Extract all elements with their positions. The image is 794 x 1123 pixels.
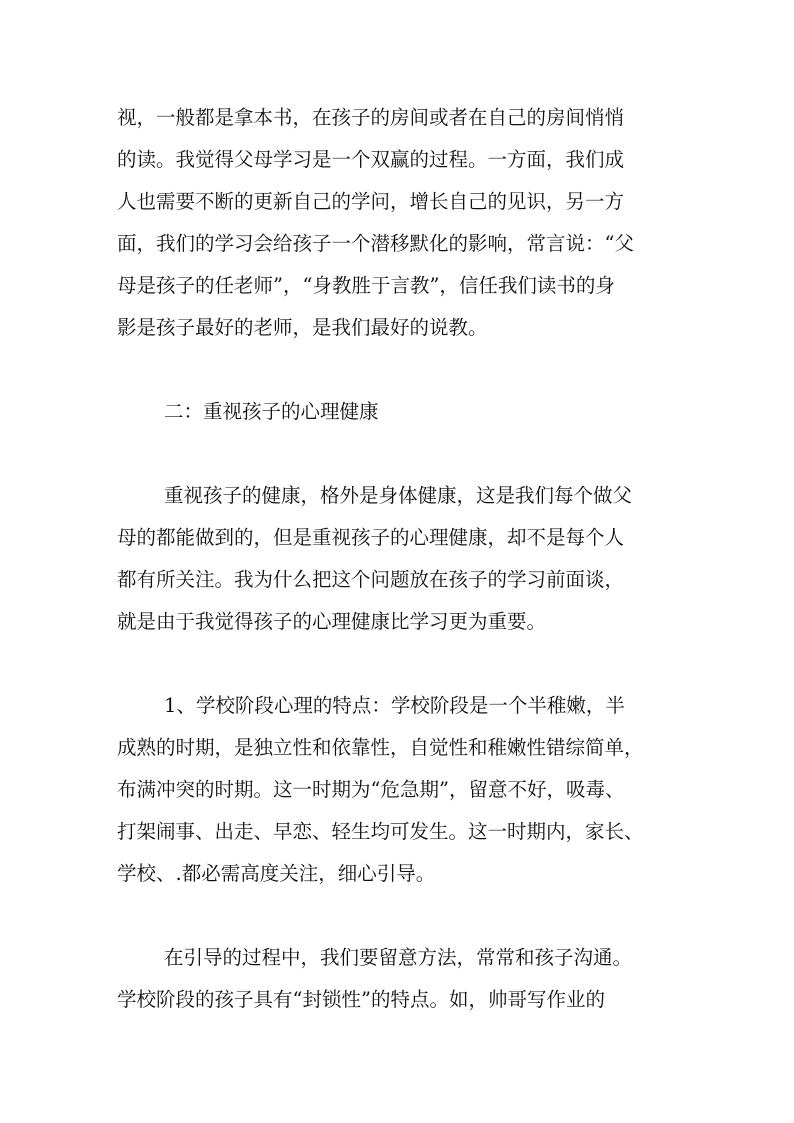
paragraph-3-line-5: 学校、.都必需高度关注，细心引导。 <box>117 862 436 885</box>
section-heading: 二：重视孩子的心理健康 <box>164 400 379 423</box>
paragraph-1-line-1: 视，一般都是拿本书，在孩子的房间或者在自己的房间悄悄 <box>117 106 625 129</box>
paragraph-2-line-4: 就是由于我觉得孩子的心理健康比学习更为重要。 <box>117 610 547 633</box>
paragraph-2-line-2: 母的都能做到的，但是重视孩子的心理健康，却不是每个人 <box>117 526 625 549</box>
paragraph-2-line-3: 都有所关注。我为什么把这个问题放在孩子的学习前面谈， <box>117 568 625 591</box>
paragraph-1-line-2: 的读。我觉得父母学习是一个双赢的过程。一方面，我们成 <box>117 148 625 171</box>
paragraph-1-line-5: 母是孩子的任老师”，“身教胜于言教”，信任我们读书的身 <box>117 274 615 297</box>
paragraph-3-line-1: 1、学校阶段心理的特点：学校阶段是一个半稚嫩，半 <box>164 694 625 717</box>
paragraph-1-line-4: 面，我们的学习会给孩子一个潜移默化的影响，常言说：“父 <box>117 232 634 255</box>
paragraph-2-line-1: 重视孩子的健康，格外是身体健康，这是我们每个做父 <box>164 484 633 507</box>
paragraph-1-line-3: 人也需要不断的更新自己的学问，增长自己的见识，另一方 <box>117 190 625 213</box>
paragraph-4-line-2: 学校阶段的孩子具有“封锁性”的特点。如，帅哥写作业的 <box>117 988 605 1011</box>
paragraph-3-line-2: 成熟的时期，是独立性和依靠性，自觉性和稚嫩性错综简单， <box>117 736 644 759</box>
paragraph-1-line-6: 影是孩子最好的老师，是我们最好的说教。 <box>117 316 488 339</box>
paragraph-3-line-3: 布满冲突的时期。这一时期为“危急期”，留意不好，吸毒、 <box>117 778 625 801</box>
paragraph-3-line-4: 打架闹事、出走、早恋、轻生均可发生。这一时期内，家长、 <box>117 820 644 843</box>
paragraph-4-line-1: 在引导的过程中，我们要留意方法，常常和孩子沟通。 <box>164 946 633 969</box>
